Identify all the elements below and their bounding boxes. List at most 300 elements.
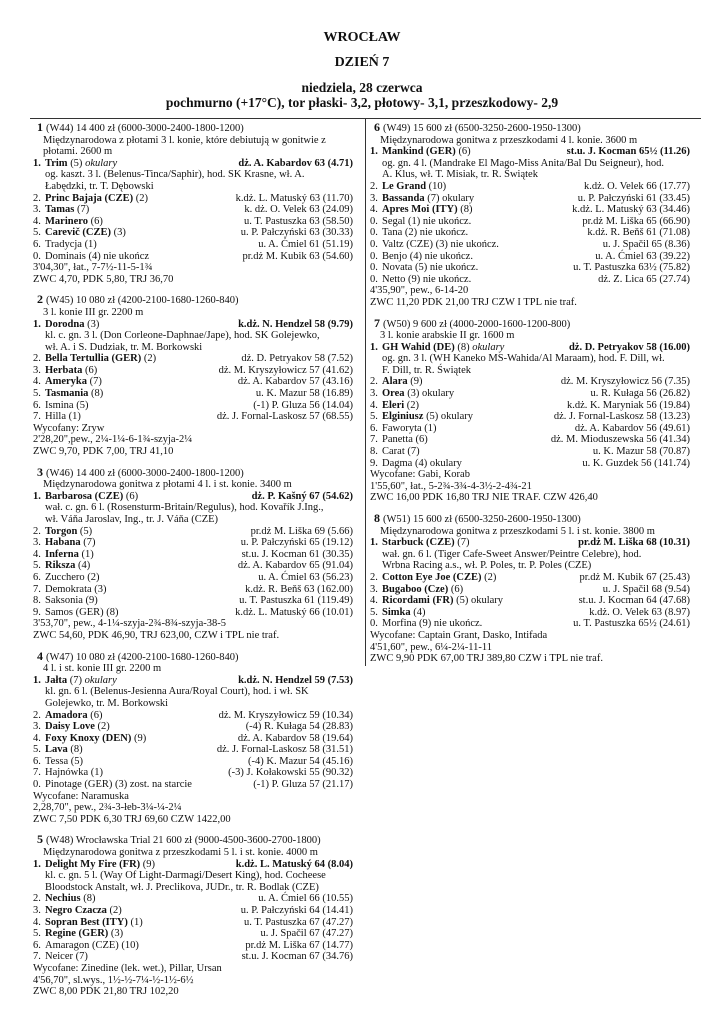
jockey: dż. J. Fornal-Laskosz 58 (13.23) bbox=[553, 411, 690, 423]
horse-name: Carat (7) bbox=[382, 446, 420, 458]
jockey: dż. M. Kryszyłowicz 56 (7.35) bbox=[560, 376, 690, 388]
horse-name-text: Cotton Eye Joe (CZE) bbox=[382, 571, 482, 583]
horse-name-text: Negro Czacza bbox=[45, 905, 107, 916]
horse-name-text: Tamas bbox=[45, 204, 75, 216]
race-result-note: ZWC 8,00 PDK 21,80 TRJ 102,20 bbox=[33, 986, 179, 998]
race-number: 1 bbox=[37, 120, 43, 134]
race-header bbox=[33, 122, 353, 135]
horse-name-text: Dorodna bbox=[45, 318, 85, 330]
winner-row bbox=[370, 146, 690, 158]
winner-pedigree: wł. Váňa Jaroslav, Ing., tr. J. Váňa (CZE) bbox=[45, 514, 219, 525]
start-number: (6) bbox=[125, 490, 139, 502]
horse-name-text: Daisy Love bbox=[45, 721, 95, 733]
finish-position: 6. bbox=[370, 422, 378, 434]
race-block bbox=[33, 834, 353, 997]
race-number: 7 bbox=[374, 315, 380, 330]
jockey: dż. M. Mioduszewska 56 (41.34) bbox=[550, 434, 690, 446]
winner-pedigree: og. kaszt. 3 l. (Belenus-Tinca/Saphir), hod. SK Krasne, wł. A. bbox=[45, 169, 305, 181]
horse-name: Tessa (5) bbox=[45, 755, 84, 767]
placed-row bbox=[33, 388, 353, 400]
finish-position: 7. bbox=[370, 434, 378, 446]
start-number: (9) bbox=[142, 858, 156, 870]
horse-name bbox=[45, 905, 241, 917]
jockey: u. T. Pastuszka 61 (119.49) bbox=[239, 595, 353, 607]
jockey: k.dż. L. Matuský 63 (11.70) bbox=[235, 192, 353, 204]
jockey: dż. A. Kabardov 65 (91.04) bbox=[237, 560, 353, 572]
jockey: (-3) J. Kołakowski 55 (90.32) bbox=[228, 767, 353, 779]
runner-row bbox=[370, 423, 690, 435]
runner-row bbox=[370, 216, 690, 228]
start-number: (2) bbox=[109, 905, 122, 916]
horse-name: Zucchero (2) bbox=[45, 571, 100, 583]
placed-row bbox=[33, 193, 353, 205]
runner-row bbox=[33, 239, 353, 251]
horse-name-text: Orea bbox=[382, 388, 405, 400]
horse-name-text: Ameryka bbox=[45, 376, 87, 388]
jockey: u. R. Kułaga 56 (26.82) bbox=[590, 388, 690, 400]
horse-name: Faworyta (1) bbox=[382, 422, 437, 434]
race-description: Międzynarodowa gonitwa z przeszkodami 5 l. i st. konie. 3800 m bbox=[380, 525, 655, 537]
start-number: (8) bbox=[83, 893, 96, 905]
placed-row bbox=[33, 204, 353, 216]
finish-position: 4. bbox=[33, 916, 41, 928]
jockey: dż. J. Fornal-Laskosz 58 (31.51) bbox=[216, 744, 353, 756]
race-block bbox=[370, 315, 690, 505]
start-number: (1) bbox=[81, 548, 94, 560]
jockey: dż. P. Kašný 67 (54.62) bbox=[251, 490, 353, 502]
race-header bbox=[370, 513, 690, 526]
finish-position: 5. bbox=[33, 744, 41, 756]
horse-name-text: Amadora bbox=[45, 709, 88, 721]
winner-pedigree: wł. A. i S. Dudziak, tr. M. Borkowski bbox=[45, 341, 203, 353]
start-number: (2) bbox=[484, 571, 497, 583]
horse-name bbox=[45, 537, 241, 549]
jockey: (-4) R. Kułaga 54 (28.83) bbox=[245, 721, 353, 733]
winner-row bbox=[370, 537, 690, 549]
jockey: u. A. Ćmiel 63 (39.22) bbox=[595, 250, 690, 262]
finish-position: 3. bbox=[33, 721, 41, 733]
runner-row bbox=[33, 767, 353, 779]
horse-name bbox=[45, 733, 238, 745]
start-number: (3) bbox=[113, 227, 126, 239]
horse-name-text: Lava bbox=[45, 744, 68, 756]
placed-row bbox=[33, 560, 353, 572]
horse-name bbox=[382, 376, 561, 388]
start-number: (7) okulary bbox=[427, 192, 475, 204]
race-result-note: ZWC 9,90 PDK 67,00 TRJ 389,80 CZW i TPL nie traf. bbox=[370, 653, 603, 665]
race-result-note: Wycofane: Zinedine (lek. wet.), Pillar, Ursan bbox=[33, 962, 222, 974]
finish-position: 5. bbox=[33, 388, 41, 400]
winner-pedigree: F. Dill, tr. R. Świątek bbox=[382, 364, 471, 376]
start-number: (4) bbox=[77, 560, 91, 572]
finish-position: 7. bbox=[33, 411, 41, 423]
finish-position: 2. bbox=[33, 893, 41, 905]
start-number: (4) bbox=[413, 606, 426, 618]
race-header bbox=[33, 648, 353, 664]
horse-name bbox=[45, 227, 241, 239]
horse-name: Dagma (4) okulary bbox=[382, 457, 462, 469]
jockey: pr.dż M. Kubik 67 (25.43) bbox=[579, 571, 690, 583]
finish-position: 2. bbox=[370, 376, 378, 388]
start-number: (6) bbox=[450, 583, 464, 595]
finish-position: 2. bbox=[33, 709, 41, 721]
horse-name bbox=[45, 193, 236, 205]
finish-position: 3. bbox=[33, 364, 41, 376]
start-number: (8) bbox=[457, 341, 470, 353]
finish-position: 0. bbox=[370, 238, 378, 250]
horse-name: Amaragon (CZE) (10) bbox=[45, 939, 139, 951]
race-description: płotami. 2600 m bbox=[43, 146, 113, 158]
horse-name-text: Alara bbox=[382, 376, 408, 388]
horse-name: Hajnówka (1) bbox=[45, 767, 104, 779]
winner-pedigree: wał. gn. 6 l. (Tiger Cafe-Sweet Answer/Peintre Celebre), hod. bbox=[382, 548, 642, 560]
horse-name-text: Nechius bbox=[45, 893, 81, 905]
finish-position: 6. bbox=[33, 399, 41, 411]
finish-position: 6. bbox=[33, 238, 41, 250]
placed-row bbox=[370, 584, 690, 596]
placed-row bbox=[33, 721, 353, 733]
race-description: Międzynarodowa gonitwa z płotami 4 l. i st. konie. 3400 m bbox=[43, 479, 292, 491]
placed-row bbox=[370, 376, 690, 388]
horse-name: Samos (GER) (8) bbox=[45, 606, 119, 618]
horse-name bbox=[45, 353, 241, 365]
jockey: u. P. Pałczyński 63 (30.33) bbox=[240, 227, 353, 239]
horse-name-text: Eleri bbox=[382, 399, 405, 411]
start-number: (5) okulary bbox=[426, 411, 474, 423]
horse-name-text: GH Wahid (DE) bbox=[382, 341, 455, 353]
finish-position: 0. bbox=[33, 779, 41, 791]
finish-position: 4. bbox=[33, 376, 41, 388]
start-number: (5) bbox=[70, 157, 83, 169]
horse-name-text: Bella Tertullia (GER) bbox=[45, 353, 142, 365]
finish-position: 2. bbox=[33, 353, 41, 365]
jockey: u. P. Pałczyński 64 (14.41) bbox=[240, 905, 353, 916]
jockey: k.dż. N. Hendzel 59 (7.53) bbox=[238, 674, 353, 686]
race-header bbox=[33, 464, 353, 480]
race-block bbox=[370, 122, 690, 309]
placed-row bbox=[33, 537, 353, 549]
horse-name bbox=[45, 675, 238, 687]
horse-name bbox=[45, 928, 261, 940]
placed-row bbox=[33, 227, 353, 239]
jockey: pr.dż M. Liška 67 (14.77) bbox=[245, 939, 353, 951]
jockey: pr.dż M. Liška 69 (5.66) bbox=[250, 525, 353, 537]
horse-name bbox=[45, 744, 217, 756]
winner-row bbox=[370, 342, 690, 354]
horse-name: Demokrata (3) bbox=[45, 583, 107, 595]
jockey: k.dż. N. Hendzel 58 (9.79) bbox=[238, 318, 353, 330]
horse-name-text: Bassanda bbox=[382, 192, 425, 204]
race-header bbox=[370, 122, 690, 135]
runner-row bbox=[33, 607, 353, 619]
race-result-note: Wycofane: Gabi, Korab bbox=[370, 469, 470, 481]
horse-name-text: Princ Bajaja (CZE) bbox=[45, 192, 134, 204]
horse-name-text: Starbuck (CZE) bbox=[382, 537, 455, 549]
start-number: (10) bbox=[428, 180, 447, 192]
race-result-note: 2'28,20",pew., 2¼-1¼-6-1¾-szyja-2¼ bbox=[33, 434, 193, 446]
finish-position: 5. bbox=[33, 928, 41, 940]
jockey: dż. M. Kryszyłowicz 57 (41.62) bbox=[218, 364, 353, 376]
runner-row bbox=[33, 400, 353, 412]
finish-position: 1. bbox=[370, 537, 378, 549]
left-column bbox=[33, 122, 353, 1007]
placed-row bbox=[370, 193, 690, 205]
runner-row bbox=[370, 274, 690, 286]
horse-name bbox=[45, 365, 219, 377]
placed-row bbox=[33, 744, 353, 756]
horse-name bbox=[382, 411, 554, 423]
race-description: Międzynarodowa gonitwa z przeszkodami 5 l. i st. konie. 4000 m bbox=[43, 847, 318, 859]
horse-name bbox=[382, 181, 584, 193]
horse-name: Hilla (1) bbox=[45, 411, 81, 423]
horse-name-text: Le Grand bbox=[382, 180, 427, 192]
start-number: (8) bbox=[460, 204, 473, 216]
jockey: dż. A. Kabardov 56 (49.61) bbox=[574, 422, 690, 434]
winner-pedigree: wał. c. gn. 6 l. (Rosensturm-Britain/Regulus), hod. Kovařík J.Ing., bbox=[45, 502, 324, 514]
horse-name bbox=[45, 204, 244, 216]
equipment-note: okulary bbox=[84, 674, 117, 686]
jockey: st.u. J. Kocman 65½ (11.26) bbox=[566, 146, 690, 158]
horse-name bbox=[382, 537, 578, 549]
runner-row bbox=[370, 251, 690, 263]
finish-position: 4. bbox=[370, 399, 378, 411]
horse-name bbox=[45, 721, 246, 733]
start-number: (3) okulary bbox=[407, 388, 455, 400]
jockey: k.dż. O. Velek 63 (8.97) bbox=[589, 606, 690, 618]
runner-row bbox=[33, 572, 353, 584]
horse-name bbox=[45, 917, 244, 929]
horse-name: Saksonia (9) bbox=[45, 595, 98, 607]
horse-name bbox=[382, 193, 578, 205]
start-number: (3) bbox=[110, 928, 124, 940]
finish-position: 3. bbox=[33, 537, 41, 549]
runner-row bbox=[33, 756, 353, 768]
horse-name-text: Delight My Fire (FR) bbox=[45, 858, 141, 870]
race-number: 5 bbox=[37, 832, 43, 847]
horse-name bbox=[45, 549, 242, 561]
horse-name bbox=[45, 216, 244, 228]
horse-name bbox=[45, 158, 238, 170]
jockey: dż. Z. Lica 65 (27.74) bbox=[598, 273, 690, 285]
race-description: 3 l. konie arabskie II gr. 1600 m bbox=[380, 330, 515, 342]
horse-name-text: Foxy Knoxy (DEN) bbox=[45, 732, 132, 744]
jockey: u. A. Ćmiel 66 (10.55) bbox=[258, 893, 353, 905]
jockey: pr.dż M. Kubik 63 (54.60) bbox=[242, 250, 353, 262]
horse-name: Dominais (4) nie ukończ bbox=[45, 250, 150, 262]
winner-pedigree: Golejewko, tr. M. Borkowski bbox=[45, 697, 169, 709]
finish-position: 3. bbox=[370, 388, 378, 400]
finish-position: 3. bbox=[370, 583, 378, 595]
runner-row bbox=[370, 434, 690, 446]
race-result-note: ZWC 16,00 PDK 16,80 TRJ NIE TRAF. CZW 426,40 bbox=[370, 492, 598, 504]
placed-row bbox=[370, 400, 690, 412]
race-conditions: (W50) 9 600 zł (4000-2000-1600-1200-800) bbox=[383, 318, 571, 330]
horse-name-text: Elginiusz bbox=[382, 411, 424, 423]
race-description: Międzynarodowa z płotami 3 l. konie, które debiutują w gonitwie z bbox=[43, 134, 326, 146]
winner-pedigree: Wrbna Racing a.s., wł. P. Poles, tr. P. Poles (CZE) bbox=[382, 560, 592, 572]
runner-row bbox=[370, 618, 690, 630]
race-number: 2 bbox=[37, 292, 43, 307]
finish-position: 9. bbox=[370, 457, 378, 469]
start-number: (7) bbox=[89, 376, 102, 388]
horse-name-text: Bugaboo (Cze) bbox=[382, 583, 449, 595]
jockey: k. dż. O. Velek 63 (24.09) bbox=[244, 204, 353, 216]
horse-name bbox=[45, 560, 238, 572]
finish-position: 9. bbox=[33, 606, 41, 618]
race-description: Międzynarodowa gonitwa z przeszkodami 4 l. konie. 3600 m bbox=[380, 134, 638, 146]
finish-position: 5. bbox=[33, 227, 41, 239]
horse-name bbox=[382, 584, 603, 596]
start-number: (2) bbox=[97, 721, 110, 733]
placed-row bbox=[33, 353, 353, 365]
horse-name: Morfina (9) nie ukończ. bbox=[382, 618, 483, 630]
jockey: u. J. Spačil 65 (8.36) bbox=[602, 238, 690, 250]
start-number: (6) bbox=[458, 146, 471, 158]
winner-pedigree: kl. c. gn. 5 l. (Way Of Light-Darmagi/Desert King), hod. Cocheese bbox=[45, 870, 326, 882]
start-number: (9) bbox=[133, 732, 147, 744]
start-number: (7) bbox=[457, 537, 470, 549]
jockey: k.dż. L. Matuský 64 (8.04) bbox=[235, 858, 353, 870]
horse-name bbox=[45, 526, 251, 538]
race-result-note: 4'51,60", pew., 6¼-2¼-11-11 bbox=[370, 641, 492, 653]
placed-row bbox=[33, 526, 353, 538]
winner-pedigree: og. gn. 4 l. (Mandrake El Mago-Miss Anita/Bal Du Seigneur), hod. bbox=[382, 157, 665, 169]
horse-name-text: Tasmania bbox=[45, 388, 89, 400]
placed-row bbox=[33, 928, 353, 940]
winner-pedigree: kl. gn. 6 l. (Belenus-Jesienna Aura/Royal Court), hod. i wł. SK bbox=[45, 686, 309, 698]
horse-name: Neicer (7) bbox=[45, 951, 88, 963]
horse-name-text: Riksza bbox=[45, 560, 76, 572]
horse-name: Tradycja (1) bbox=[45, 238, 97, 250]
jockey: u. T. Pastuszka 63 (58.50) bbox=[244, 215, 353, 227]
race-conditions: (W48) Wrocławska Trial 21 600 zł (9000-4500-3600-2700-1800) bbox=[46, 835, 321, 847]
jockey: dż. J. Fornal-Laskosz 57 (68.55) bbox=[216, 411, 353, 423]
finish-position: 5. bbox=[370, 411, 378, 423]
race-header bbox=[370, 315, 690, 331]
equipment-note: okulary bbox=[85, 157, 118, 169]
horse-name bbox=[382, 400, 567, 412]
jockey: u. T. Pastuszka 67 (47.27) bbox=[244, 916, 353, 928]
race-result-note: ZWC 4,70, PDK 5,80, TRJ 36,70 bbox=[33, 273, 174, 285]
horse-name bbox=[382, 388, 591, 400]
race-result-note: ZWC 54,60, PDK 46,90, TRJ 623,00, CZW i TPL nie traf. bbox=[33, 629, 280, 641]
race-conditions: (W44) 14 400 zł (6000-3000-2400-1800-1200) bbox=[46, 123, 244, 134]
jockey: k.dż. R. Beňš 61 (71.08) bbox=[587, 227, 690, 239]
runner-row bbox=[33, 584, 353, 596]
finish-position: 2. bbox=[33, 525, 41, 537]
race-number: 8 bbox=[374, 511, 380, 525]
horse-name bbox=[45, 859, 236, 871]
finish-position: 3. bbox=[33, 204, 41, 216]
horse-name bbox=[45, 376, 238, 388]
start-number: (6) bbox=[90, 709, 103, 721]
jockey: pr.dż M. Liška 68 (10.31) bbox=[578, 537, 690, 549]
runner-row bbox=[370, 239, 690, 251]
race-description: 3 l. konie III gr. 2200 m bbox=[43, 306, 144, 318]
runner-row bbox=[33, 940, 353, 952]
race-result-note: 3'53,70", pew., 4-1¼-szyja-2¾-8¾-szyja-38-5 bbox=[33, 618, 226, 630]
placed-row bbox=[33, 905, 353, 917]
start-number: (3) bbox=[87, 318, 100, 330]
race-number: 6 bbox=[374, 120, 380, 134]
finish-position: 1. bbox=[33, 490, 41, 502]
start-number: (2) bbox=[406, 399, 420, 411]
runner-row bbox=[370, 227, 690, 239]
runner-row bbox=[33, 779, 353, 791]
conditions-line: pochmurno (+17°C), tor płaski- 3,2, płotowy- 3,1, przeszkodowy- 2,9 bbox=[165, 95, 559, 110]
horse-name-text: Jałta bbox=[45, 674, 68, 686]
finish-position: 1. bbox=[33, 858, 41, 870]
race-block bbox=[33, 464, 353, 642]
horse-name bbox=[382, 146, 567, 158]
city-title: WROCŁAW bbox=[323, 30, 401, 45]
finish-position: 0. bbox=[370, 250, 378, 262]
winner-pedigree: A. Klus, wł. T. Misiak, tr. R. Świątek bbox=[382, 169, 538, 181]
horse-name bbox=[45, 710, 219, 722]
race-conditions: (W49) 15 600 zł (6500-3250-2600-1950-1300) bbox=[383, 123, 581, 134]
placed-row bbox=[370, 572, 690, 584]
finish-position: 0. bbox=[370, 273, 378, 285]
race-conditions: (W51) 15 600 zł (6500-3250-2600-1950-1300) bbox=[383, 514, 581, 525]
horse-name: Ismina (5) bbox=[45, 399, 89, 411]
race-number: 4 bbox=[37, 648, 43, 663]
jockey: k.dż. R. Beňš 63 (162.00) bbox=[245, 583, 353, 595]
jockey: u. T. Pastuszka 63½ (75.82) bbox=[573, 262, 690, 274]
race-result-note: Wycofane: Captain Grant, Dasko, Intifada bbox=[370, 629, 548, 641]
placed-row bbox=[370, 595, 690, 607]
finish-position: 2. bbox=[33, 192, 41, 204]
winner-row bbox=[33, 859, 353, 871]
finish-position: 0. bbox=[370, 262, 378, 274]
winner-row bbox=[33, 158, 353, 170]
horse-name bbox=[45, 388, 256, 400]
race-result-note: ZWC 9,70, PDK 7,00, TRJ 41,10 bbox=[33, 446, 174, 458]
race-header bbox=[33, 294, 353, 307]
race-block bbox=[370, 513, 690, 665]
placed-row bbox=[33, 917, 353, 929]
jockey: k.dż. L. Matuský 66 (10.01) bbox=[235, 606, 353, 618]
placed-row bbox=[370, 204, 690, 216]
placed-row bbox=[33, 893, 353, 905]
race-conditions: (W45) 10 080 zł (4200-2100-1680-1260-840) bbox=[46, 295, 239, 307]
finish-position: 0. bbox=[370, 215, 378, 227]
horse-name bbox=[382, 204, 572, 216]
finish-position: 5. bbox=[370, 606, 378, 618]
start-number: (7) bbox=[77, 204, 90, 216]
jockey: dż. A. Kabardov 57 (43.16) bbox=[237, 376, 353, 388]
jockey: st.u. J. Kocman 61 (30.35) bbox=[241, 548, 353, 560]
start-number: (2) bbox=[143, 353, 157, 365]
placed-row bbox=[33, 733, 353, 745]
winner-pedigree: Bloodstock Anstalt, wł. J. Preclikova, JUDr., tr. R. Bodlak (CZE) bbox=[45, 881, 319, 893]
horse-name-text: Trim bbox=[45, 157, 68, 169]
jockey: u. P. Pałczyński 61 (33.45) bbox=[577, 192, 690, 204]
race-conditions: (W46) 14 400 zł (6000-3000-2400-1800-1200) bbox=[46, 467, 244, 479]
placed-row bbox=[33, 710, 353, 722]
horse-name bbox=[382, 342, 569, 354]
date-line: niedziela, 28 czerwca bbox=[301, 80, 423, 95]
horse-name bbox=[45, 319, 238, 331]
jockey: u. K. Mazur 58 (16.89) bbox=[255, 388, 353, 400]
jockey: k.dż. K. Maryniak 56 (19.84) bbox=[566, 399, 690, 411]
placed-row bbox=[33, 549, 353, 561]
placed-row bbox=[33, 216, 353, 228]
equipment-note: okulary bbox=[472, 341, 505, 353]
race-block bbox=[33, 294, 353, 457]
start-number: (6) bbox=[84, 364, 98, 376]
horse-name bbox=[45, 491, 252, 503]
race-result-note: ZWC 7,50 PDK 6,30 TRJ 69,60 CZW 1422,00 bbox=[33, 813, 231, 825]
